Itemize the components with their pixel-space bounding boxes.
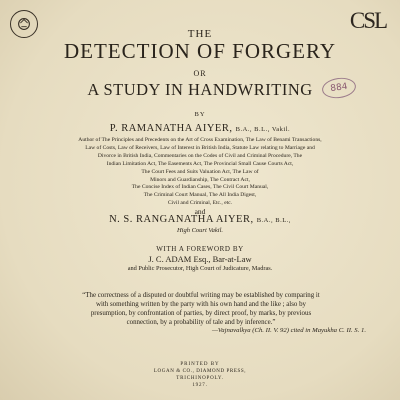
author-2-qualifications: B.A., B.L., <box>256 217 291 224</box>
desc-line: Minors and Guardianship, The Contract Act, <box>150 176 250 183</box>
epigraph-quote <box>14 291 388 327</box>
quote-line: with something written by the party with his own hand and the like ; also by <box>96 301 306 308</box>
desc-line: Divorce in British India, Commentaries on the Codes of Civil and Criminal Procedure, The <box>97 152 303 159</box>
printed-by-label: PRINTED BY <box>180 362 220 367</box>
foreword-author: J. C. ADAM Esq., Bar-at-Law <box>148 254 252 264</box>
desc-line: Indian Limitation Act, The Easements Act, The Provincial Small Cause Courts Act, <box>106 160 294 167</box>
handwritten-catalog-number: 884 <box>321 76 357 101</box>
printer-city: TRICHINOPOLY. <box>176 376 224 381</box>
author-1 <box>0 123 400 134</box>
author-2-role: High Court Vakil. <box>176 227 224 234</box>
quote-line: presumption, by confrontation of parties, by direct proof, by marks, by previous <box>90 310 312 317</box>
desc-line: The Concise Index of Indian Cases, The Civil Court Manual, <box>131 184 269 191</box>
desc-line: Civil and Criminal, Etc., etc. <box>167 200 233 207</box>
title-article: THE <box>187 28 213 40</box>
desc-line: The Court Fees and Suits Valuation Act, The Law of <box>141 168 259 175</box>
and-label: and <box>194 207 206 216</box>
author-2 <box>0 214 400 225</box>
library-stamp: CSL <box>349 8 387 33</box>
quote-line: connection, by a probability of tale and by inference.” <box>126 319 276 326</box>
desc-line: Author of The Principles and Precedents on the Art of Cross Examination, The Law of Benami Transactions, <box>78 137 322 143</box>
desc-line: Law of Costs, Law of Receivers, Law of Interest in British India, Statute Law relating to Marriage and <box>85 144 315 151</box>
author-2-name: N. S. RANGANATHA AIYER, <box>109 214 254 225</box>
publication-year: 1927. <box>192 383 208 388</box>
foreword-label: WITH A FOREWORD BY <box>156 245 244 253</box>
foreword-author-role: and Public Prosecutor, High Court of Judicature, Madras. <box>127 265 273 272</box>
epigraph-citation: —Vajnavalkya (Ch. II. V. 92) cited in Mayukha C. II. S. 1. <box>211 327 366 334</box>
desc-line: The Criminal Court Manual, The All India Digest, <box>143 192 257 199</box>
book-title: DETECTION OF FORGERY <box>63 39 336 63</box>
author-1-qualifications: B.A., B.L., Vakil. <box>235 126 291 133</box>
book-subtitle: A STUDY IN HANDWRITING <box>87 80 313 99</box>
author-1-name: P. RAMANATHA AIYER, <box>109 123 233 134</box>
author-1-description <box>22 137 378 208</box>
printer-name: LOGAN & CO., DIAMOND PRESS, <box>153 369 247 374</box>
quote-line: “The correctness of a disputed or doubtful writing may be established by comparing it <box>82 292 320 299</box>
by-label: BY <box>194 111 206 118</box>
title-or: OR <box>193 69 207 78</box>
